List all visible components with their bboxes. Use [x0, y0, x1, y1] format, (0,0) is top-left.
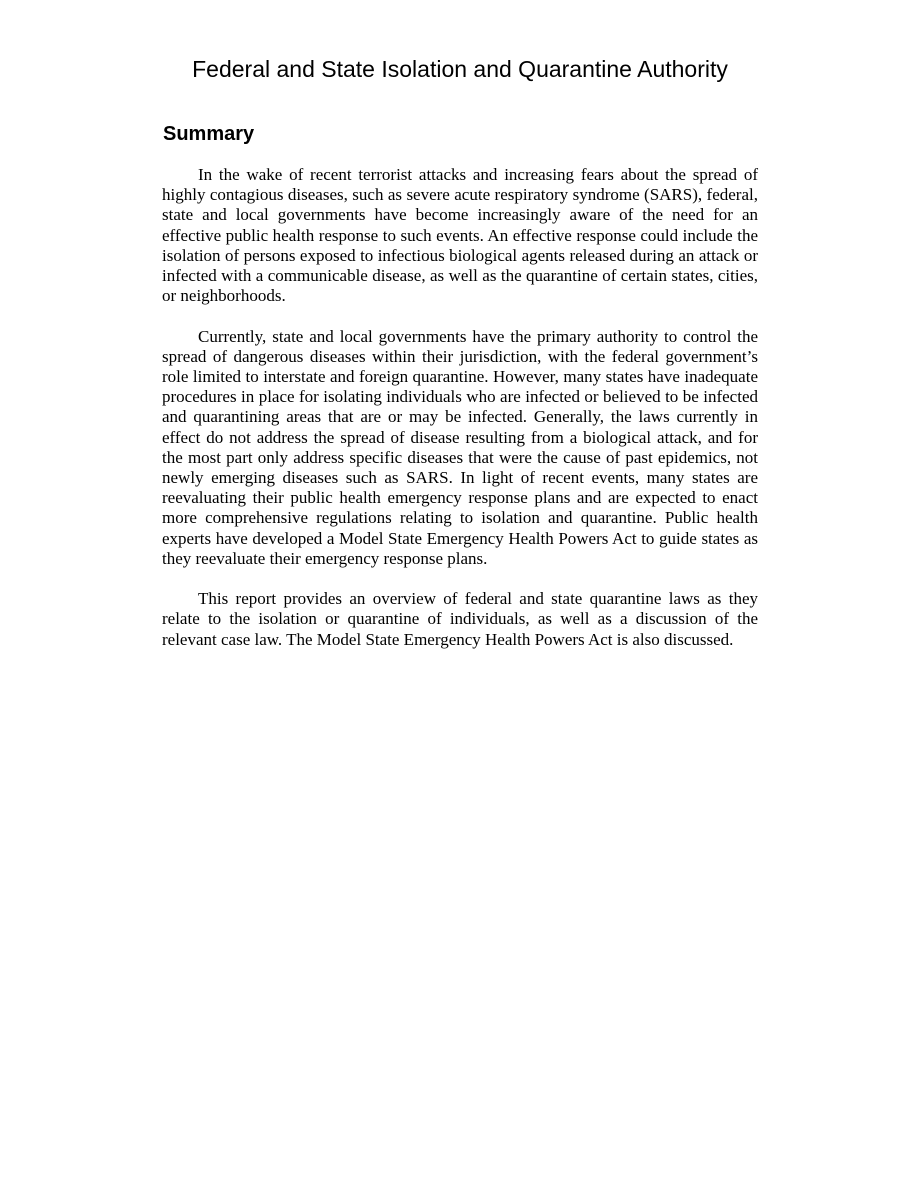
section-heading-summary: Summary — [163, 123, 255, 145]
summary-paragraph-1: In the wake of recent terrorist attacks and increasing fears about the spread of highly contagious diseases, such as severe acute respiratory syndrome (SARS), federal, state and local governments have become increasingly aware of the need for an effective public health response to such events. An effective response could include the isolation of persons exposed to infectious biological agents released during an attack or infected with a communicable disease, as well as the quarantine of certain states, cities, or neighborhoods. — [162, 165, 758, 306]
summary-body — [162, 165, 758, 670]
document-title: Federal and State Isolation and Quarantine Authority — [192, 56, 728, 82]
summary-paragraph-3: This report provides an overview of federal and state quarantine laws as they relate to the isolation or quarantine of individuals, as well as a discussion of the relevant case law. The Model State Emergency Health Powers Act is also discussed. — [162, 589, 758, 649]
summary-paragraph-2: Currently, state and local governments have the primary authority to control the spread of dangerous diseases within their jurisdiction, with the federal government’s role limited to interstate and foreign quarantine. However, many states have inadequate procedures in place for isolating individuals who are infected or believed to be infected and quarantining areas that are or may be infected. Generally, the laws currently in effect do not address the spread of disease resulting from a biological attack, and for the most part only address specific diseases that were the cause of past epidemics, not newly emerging diseases such as SARS. In light of recent events, many states are reevaluating their public health emergency response plans and are expected to enact more comprehensive regulations relating to isolation and quarantine. Public health experts have developed a Model State Emergency Health Powers Act to guide states as they reevaluate their emergency response plans. — [162, 326, 758, 568]
